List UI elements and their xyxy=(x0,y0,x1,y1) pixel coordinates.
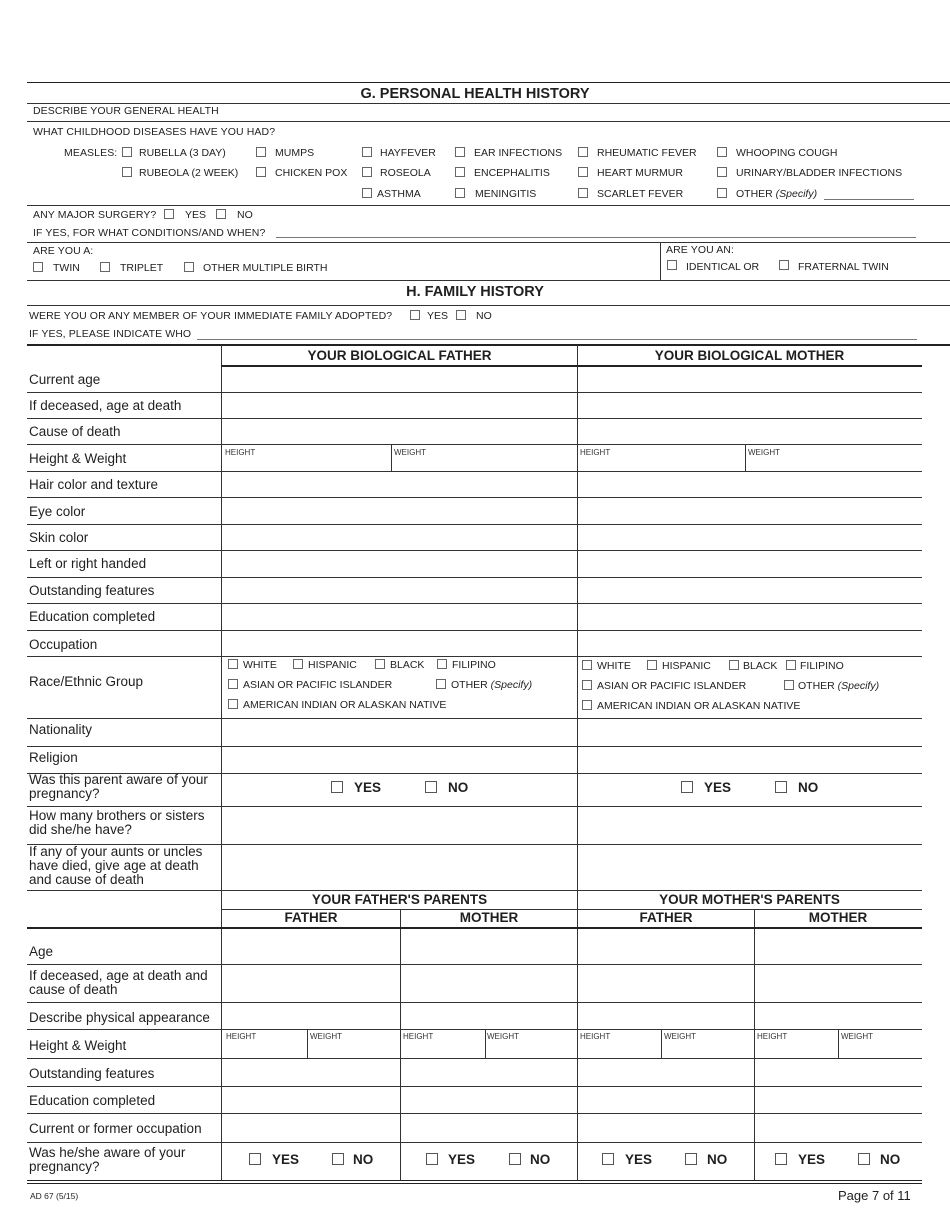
father-aware-no-label: NO xyxy=(448,780,469,795)
heart-murmur-label: HEART MURMUR xyxy=(597,167,683,179)
row-skin-color: Skin color xyxy=(29,530,89,545)
ear-infections-label: EAR INFECTIONS xyxy=(474,147,563,159)
twin-checkbox[interactable] xyxy=(33,262,43,272)
mumps-label: MUMPS xyxy=(275,147,315,159)
father-other-race-checkbox[interactable] xyxy=(436,679,446,689)
adopted-no-checkbox[interactable] xyxy=(456,310,466,320)
father-hispanic-checkbox[interactable] xyxy=(293,659,303,669)
father-white-checkbox[interactable] xyxy=(228,659,238,669)
mother-american-indian-label: AMERICAN INDIAN OR ALASKAN NATIVE xyxy=(597,700,801,712)
encephalitis-checkbox[interactable] xyxy=(455,167,465,177)
gp3-aware-yes-label: YES xyxy=(625,1152,653,1167)
row-handed: Left or right handed xyxy=(29,556,147,571)
gp-paternal-mother-header: MOTHER xyxy=(459,910,519,925)
ear-infections-checkbox[interactable] xyxy=(455,147,465,157)
row-eye-color: Eye color xyxy=(29,504,86,519)
gp-row-education: Education completed xyxy=(29,1093,156,1108)
father-filipino-label: FILIPINO xyxy=(452,659,496,671)
twin-label: TWIN xyxy=(53,262,80,274)
gp2-height-label: HEIGHT xyxy=(403,1032,434,1041)
gp-maternal-father-header: FATHER xyxy=(639,910,693,925)
mother-other-race-checkbox[interactable] xyxy=(784,680,794,690)
hayfever-checkbox[interactable] xyxy=(362,147,372,157)
father-height-label: HEIGHT xyxy=(225,448,256,457)
adopted-yes-checkbox[interactable] xyxy=(410,310,420,320)
gp-row-occupation: Current or former occupation xyxy=(29,1121,202,1136)
mother-filipino-label: FILIPINO xyxy=(800,660,844,672)
rubella-label: RUBELLA (3 DAY) xyxy=(139,147,226,159)
father-weight-label: WEIGHT xyxy=(394,448,426,457)
gp3-height-label: HEIGHT xyxy=(580,1032,611,1041)
meningitis-label: MENINGITIS xyxy=(475,188,537,200)
other-multiple-birth-checkbox[interactable] xyxy=(184,262,194,272)
gp2-weight-label: WEIGHT xyxy=(487,1032,519,1041)
mumps-checkbox[interactable] xyxy=(256,147,266,157)
are-you-an-label: ARE YOU AN: xyxy=(666,244,735,256)
rubella-checkbox[interactable] xyxy=(122,147,132,157)
general-health-label: DESCRIBE YOUR GENERAL HEALTH xyxy=(33,105,219,117)
mother-hispanic-checkbox[interactable] xyxy=(647,660,657,670)
scarlet-fever-label: SCARLET FEVER xyxy=(597,188,684,200)
conditions-label: IF YES, FOR WHAT CONDITIONS/AND WHEN? xyxy=(33,227,266,239)
form-id: AD 67 (5/15) xyxy=(30,1191,79,1201)
rheumatic-fever-label: RHEUMATIC FEVER xyxy=(597,147,697,159)
encephalitis-label: ENCEPHALITIS xyxy=(474,167,550,179)
row-race: Race/Ethnic Group xyxy=(29,674,144,689)
mother-american-indian-checkbox[interactable] xyxy=(582,700,592,710)
conditions-field[interactable] xyxy=(276,237,916,238)
gp4-aware-no-label: NO xyxy=(880,1152,901,1167)
urinary-label: URINARY/BLADDER INFECTIONS xyxy=(736,167,903,179)
mother-filipino-checkbox[interactable] xyxy=(786,660,796,670)
other-disease-field[interactable] xyxy=(824,199,914,200)
adopted-label: WERE YOU OR ANY MEMBER OF YOUR IMMEDIATE FAMILY ADOPTED? xyxy=(29,310,393,322)
indicate-who-field[interactable] xyxy=(197,339,917,340)
father-hispanic-label: HISPANIC xyxy=(308,659,357,671)
section-g-title: G. PERSONAL HEALTH HISTORY xyxy=(360,86,590,102)
father-asian-label: ASIAN OR PACIFIC ISLANDER xyxy=(243,679,393,691)
row-cause-of-death: Cause of death xyxy=(29,424,121,439)
gp-row-deceased: If deceased, age at death and cause of death xyxy=(29,968,208,997)
mother-weight-label: WEIGHT xyxy=(748,448,780,457)
bio-mother-header: YOUR BIOLOGICAL MOTHER xyxy=(654,348,845,363)
identical-label: IDENTICAL OR xyxy=(686,261,760,273)
mother-black-checkbox[interactable] xyxy=(729,660,739,670)
identical-checkbox[interactable] xyxy=(667,260,677,270)
gp4-aware-yes-label: YES xyxy=(798,1152,826,1167)
gp4-aware-no-checkbox[interactable] xyxy=(858,1153,870,1165)
father-aware-no-checkbox[interactable] xyxy=(425,781,437,793)
gp3-aware-yes-checkbox[interactable] xyxy=(602,1153,614,1165)
roseola-label: ROSEOLA xyxy=(380,167,431,179)
section-h-title: H. FAMILY HISTORY xyxy=(406,284,544,300)
gp2-aware-yes-checkbox[interactable] xyxy=(426,1153,438,1165)
gp1-aware-no-checkbox[interactable] xyxy=(332,1153,344,1165)
rubeola-checkbox[interactable] xyxy=(122,167,132,177)
row-hair-color: Hair color and texture xyxy=(29,477,159,492)
gp4-aware-yes-checkbox[interactable] xyxy=(775,1153,787,1165)
gp-row-age: Age xyxy=(29,944,54,959)
chicken-pox-label: CHICKEN POX xyxy=(275,167,348,179)
gp3-aware-no-label: NO xyxy=(707,1152,728,1167)
asthma-label: ASTHMA xyxy=(377,188,421,200)
mother-asian-label: ASIAN OR PACIFIC ISLANDER xyxy=(597,680,747,692)
father-other-race-specify: (Specify) xyxy=(490,679,533,691)
heart-murmur-checkbox[interactable] xyxy=(578,167,588,177)
mother-white-label: WHITE xyxy=(597,660,631,672)
mother-other-race-label: OTHER (Specify) xyxy=(798,680,880,692)
bio-father-header: YOUR BIOLOGICAL FATHER xyxy=(307,348,492,363)
mothers-parents-header: YOUR MOTHER'S PARENTS xyxy=(659,892,840,907)
row-nationality: Nationality xyxy=(29,722,93,737)
other-multiple-birth-label: OTHER MULTIPLE BIRTH xyxy=(203,262,328,274)
row-outstanding-features: Outstanding features xyxy=(29,583,155,598)
mother-black-label: BLACK xyxy=(743,660,778,672)
gp2-aware-no-checkbox[interactable] xyxy=(509,1153,521,1165)
surgery-no-checkbox[interactable] xyxy=(216,209,226,219)
rheumatic-fever-checkbox[interactable] xyxy=(578,147,588,157)
indicate-who-label: IF YES, PLEASE INDICATE WHO xyxy=(29,328,192,340)
adopted-yes-label: YES xyxy=(427,310,449,322)
row-parent-aware: Was this parent aware of your pregnancy? xyxy=(29,772,208,801)
gp1-aware-yes-label: YES xyxy=(272,1152,300,1167)
surgery-yes-checkbox[interactable] xyxy=(164,209,174,219)
row-current-age: Current age xyxy=(29,372,101,387)
gp-row-appearance: Describe physical appearance xyxy=(29,1010,210,1025)
surgery-label: ANY MAJOR SURGERY? xyxy=(33,209,157,221)
gp2-aware-yes-label: YES xyxy=(448,1152,476,1167)
general-health-field[interactable] xyxy=(230,104,930,120)
are-you-a-label: ARE YOU A: xyxy=(33,245,94,257)
surgery-yes-label: YES xyxy=(185,209,207,221)
urinary-checkbox[interactable] xyxy=(717,167,727,177)
row-siblings: How many brothers or sisters did she/he have? xyxy=(29,808,205,837)
gp-paternal-father-header: FATHER xyxy=(284,910,338,925)
mother-aware-no-label: NO xyxy=(798,780,819,795)
gp1-height-label: HEIGHT xyxy=(226,1032,257,1041)
childhood-diseases-label: WHAT CHILDHOOD DISEASES HAVE YOU HAD? xyxy=(33,126,276,138)
father-aware-yes-label: YES xyxy=(354,780,382,795)
mother-aware-no-checkbox[interactable] xyxy=(775,781,787,793)
mother-asian-checkbox[interactable] xyxy=(582,680,592,690)
row-aunts-uncles: If any of your aunts or uncles have died, give age at death and cause of death xyxy=(29,844,203,887)
father-white-label: WHITE xyxy=(243,659,277,671)
whooping-cough-label: WHOOPING COUGH xyxy=(736,147,838,159)
row-education: Education completed xyxy=(29,609,156,624)
row-age-at-death: If deceased, age at death xyxy=(29,398,182,413)
fraternal-checkbox[interactable] xyxy=(779,260,789,270)
chicken-pox-checkbox[interactable] xyxy=(256,167,266,177)
other-disease-specify: (Specify) xyxy=(775,188,818,200)
gp4-weight-label: WEIGHT xyxy=(841,1032,873,1041)
gp-row-height-weight: Height & Weight xyxy=(29,1038,127,1053)
roseola-checkbox[interactable] xyxy=(362,167,372,177)
gp2-aware-no-label: NO xyxy=(530,1152,551,1167)
row-occupation: Occupation xyxy=(29,637,98,652)
gp1-aware-no-label: NO xyxy=(353,1152,374,1167)
gp-row-outstanding: Outstanding features xyxy=(29,1066,155,1081)
fraternal-label: FRATERNAL TWIN xyxy=(798,261,889,273)
whooping-cough-checkbox[interactable] xyxy=(717,147,727,157)
asthma-checkbox[interactable] xyxy=(362,188,372,198)
gp4-height-label: HEIGHT xyxy=(757,1032,788,1041)
father-american-indian-label: AMERICAN INDIAN OR ALASKAN NATIVE xyxy=(243,699,447,711)
triplet-label: TRIPLET xyxy=(120,262,164,274)
gp-row-aware: Was he/she aware of your pregnancy? xyxy=(29,1145,186,1174)
mother-white-checkbox[interactable] xyxy=(582,660,592,670)
measles-label: MEASLES: xyxy=(64,147,118,159)
row-height-weight: Height & Weight xyxy=(29,451,127,466)
other-disease-checkbox[interactable] xyxy=(717,188,727,198)
mother-other-race-specify: (Specify) xyxy=(837,680,880,692)
gp3-aware-no-checkbox[interactable] xyxy=(685,1153,697,1165)
triplet-checkbox[interactable] xyxy=(100,262,110,272)
row-religion: Religion xyxy=(29,750,78,765)
page-number: Page 7 of 11 xyxy=(838,1188,911,1203)
father-asian-checkbox[interactable] xyxy=(228,679,238,689)
gp1-weight-label: WEIGHT xyxy=(310,1032,342,1041)
father-aware-yes-checkbox[interactable] xyxy=(331,781,343,793)
mother-hispanic-label: HISPANIC xyxy=(662,660,711,672)
mother-aware-yes-label: YES xyxy=(704,780,732,795)
father-filipino-checkbox[interactable] xyxy=(437,659,447,669)
adopted-no-label: NO xyxy=(476,310,492,322)
mother-height-label: HEIGHT xyxy=(580,448,611,457)
gp-maternal-mother-header: MOTHER xyxy=(808,910,868,925)
scarlet-fever-checkbox[interactable] xyxy=(578,188,588,198)
father-black-label: BLACK xyxy=(390,659,425,671)
mother-aware-yes-checkbox[interactable] xyxy=(681,781,693,793)
gp1-aware-yes-checkbox[interactable] xyxy=(249,1153,261,1165)
father-black-checkbox[interactable] xyxy=(375,659,385,669)
rubeola-label: RUBEOLA (2 WEEK) xyxy=(139,167,239,179)
other-disease-label: OTHER (Specify) xyxy=(736,188,818,200)
surgery-no-label: NO xyxy=(237,209,253,221)
father-american-indian-checkbox[interactable] xyxy=(228,699,238,709)
gp3-weight-label: WEIGHT xyxy=(664,1032,696,1041)
meningitis-checkbox[interactable] xyxy=(455,188,465,198)
fathers-parents-header: YOUR FATHER'S PARENTS xyxy=(311,892,488,907)
father-other-race-label: OTHER (Specify) xyxy=(451,679,533,691)
hayfever-label: HAYFEVER xyxy=(380,147,436,159)
